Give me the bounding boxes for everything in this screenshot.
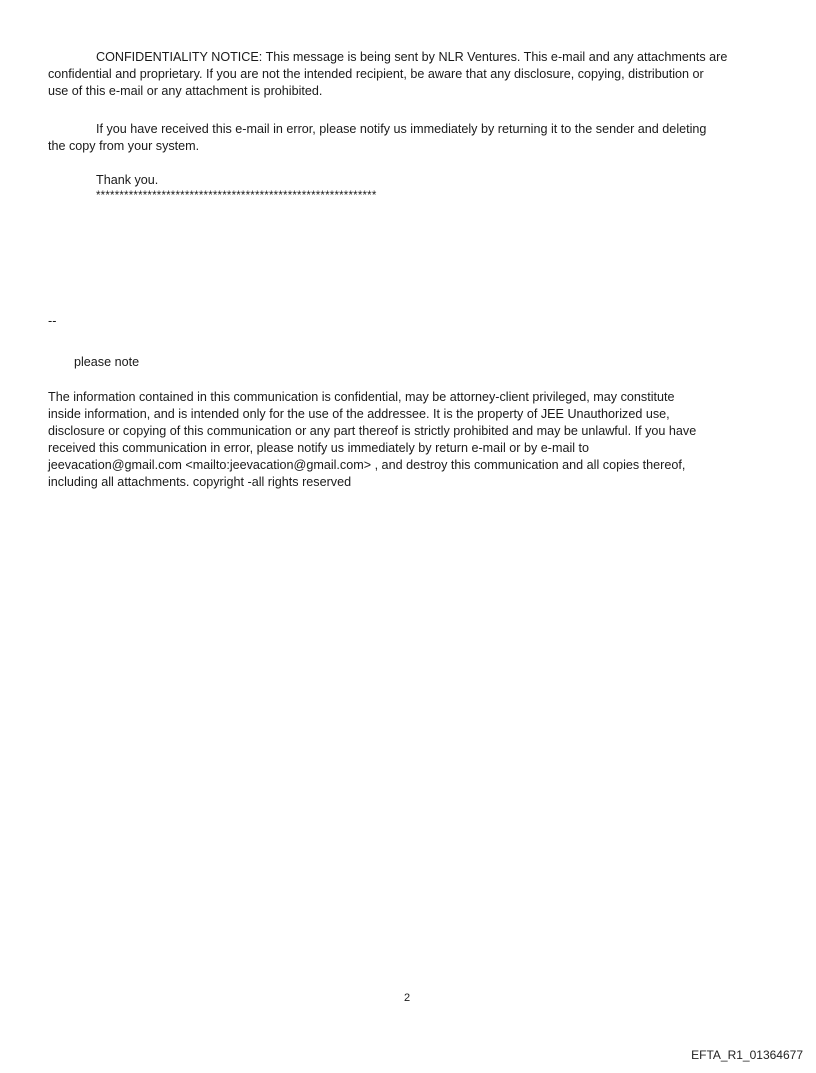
notice-line: the copy from your system. bbox=[48, 139, 200, 153]
disclaimer-line: received this communication in error, please notify us immediately by return e-mail or by e-mail to bbox=[48, 441, 590, 455]
disclaimer-line: The information contained in this communication is confidential, may be attorney-client privileged, may constitute bbox=[48, 390, 675, 404]
thank-you: Thank you. bbox=[96, 173, 159, 187]
notice-line: If you have received this e-mail in error, please notify us immediately by returning it to the sender and deleting bbox=[96, 122, 707, 136]
notice-line: confidential and proprietary. If you are not the intended recipient, be aware that any disclosure, copying, distribution or bbox=[48, 67, 704, 81]
asterisk-divider: ************************************************************ bbox=[96, 190, 377, 202]
disclaimer-line: disclosure or copying of this communication or any part thereof is strictly prohibited and may be unlawful. If you have bbox=[48, 424, 697, 438]
signature-separator: -- bbox=[48, 314, 57, 328]
please-note: please note bbox=[74, 355, 140, 369]
disclaimer-line: including all attachments. copyright -all rights reserved bbox=[48, 475, 352, 489]
disclaimer-line: inside information, and is intended only for the use of the addressee. It is the property of JEE Unauthorized use, bbox=[48, 407, 670, 421]
notice-line: CONFIDENTIALITY NOTICE: This message is being sent by NLR Ventures. This e-mail and any attachments are bbox=[96, 50, 728, 64]
disclaimer-line: jeevacation@gmail.com <mailto:jeevacation@gmail.com> , and destroy this communication and all copies thereof, bbox=[48, 458, 686, 472]
page-number: 2 bbox=[404, 992, 411, 1004]
notice-line: use of this e-mail or any attachment is prohibited. bbox=[48, 84, 323, 98]
document-id: EFTA_R1_01364677 bbox=[691, 1048, 803, 1062]
